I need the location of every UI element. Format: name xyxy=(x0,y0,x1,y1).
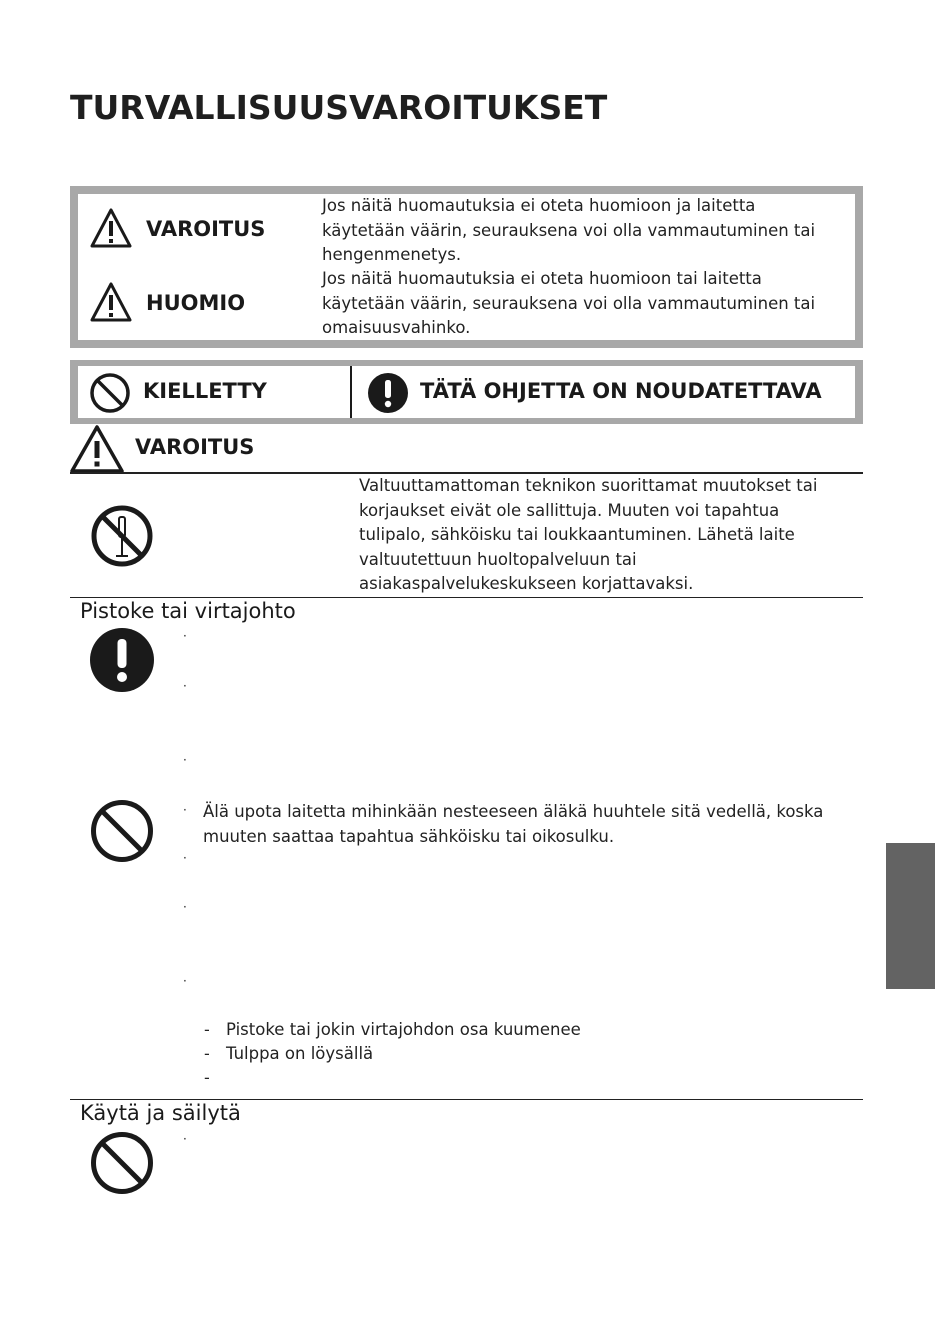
divider xyxy=(70,1099,863,1100)
text-line: korjaukset eivät ole sallittuja. Muuten voi tapahtua xyxy=(359,500,780,520)
plug-section-title: Pistoke tai virtajohto xyxy=(80,599,296,623)
divider xyxy=(70,597,863,598)
no-disassembly-icon xyxy=(90,504,154,568)
text-line: asiakaspalvelukeskukseen korjattavaksi. xyxy=(359,574,694,593)
text-line: käytetään väärin, seurauksena voi olla vammautuminen tai xyxy=(322,220,816,240)
mandatory-icon xyxy=(89,627,155,693)
text-line: Jos näitä huomautuksia ei oteta huomioon tai laitetta xyxy=(322,269,762,288)
text-line: Valtuuttamattoman teknikon suorittamat muutokset tai xyxy=(359,476,818,495)
symbol-legend-divider xyxy=(350,366,352,418)
disassembly-warning-text xyxy=(359,474,817,597)
legend-mandatory-label: TÄTÄ OHJETTA ON NOUDATETTAVA xyxy=(420,379,822,403)
dash: - xyxy=(204,1068,210,1087)
text-line: tulipalo, sähköisku tai loukkaantuminen. Lähetä laite xyxy=(359,525,795,544)
prohibited-icon xyxy=(89,798,155,864)
bullet: · xyxy=(183,851,187,865)
text-line: muuten saattaa tapahtua sähköisku tai oikosulku. xyxy=(203,826,615,846)
legend-warning-text xyxy=(322,194,815,268)
legend-warning-label: VAROITUS xyxy=(146,217,266,241)
legend-prohibited-label: KIELLETTY xyxy=(143,379,267,403)
text-line: hengenmenetys. xyxy=(322,245,462,264)
page-title: TURVALLISUUSVAROITUKSET xyxy=(70,88,608,127)
prohibited-icon xyxy=(89,372,131,414)
dash: - xyxy=(204,1020,210,1039)
no-immersion-text xyxy=(203,800,823,849)
bullet: · xyxy=(183,974,187,988)
text-line: Älä upota laitetta mihinkään nesteeseen äläkä huuhtele sitä vedellä, koska xyxy=(203,802,824,821)
legend-caution-label: HUOMIO xyxy=(146,291,246,315)
dash: - xyxy=(204,1044,210,1063)
bullet: · xyxy=(183,629,187,643)
warning-section-label: VAROITUS xyxy=(135,435,255,459)
sub-item-hot-plug: Pistoke tai jokin virtajohdon osa kuumenee xyxy=(226,1020,581,1039)
text-line: omaisuusvahinko. xyxy=(322,318,471,337)
use-section-title: Käytä ja säilytä xyxy=(80,1101,241,1125)
legend-caution-text xyxy=(322,267,815,341)
bullet: · xyxy=(183,679,187,693)
bullet: · xyxy=(183,1132,187,1146)
text-line: valtuutettuun huoltopalveluun tai xyxy=(359,549,637,569)
mandatory-icon xyxy=(367,372,409,414)
text-line: Jos näitä huomautuksia ei oteta huomioon ja laitetta xyxy=(322,196,756,215)
warning-triangle-icon xyxy=(89,281,133,323)
text-line: käytetään väärin, seurauksena voi olla vammautuminen tai xyxy=(322,293,816,313)
bullet: · xyxy=(183,753,187,767)
sub-item-loose-plug: Tulppa on löysällä xyxy=(226,1044,374,1063)
warning-triangle-icon xyxy=(89,207,133,249)
chapter-tab xyxy=(886,843,935,989)
bullet: · xyxy=(183,803,187,817)
bullet: · xyxy=(183,900,187,914)
prohibited-icon xyxy=(89,1130,155,1196)
warning-triangle-icon xyxy=(69,424,125,474)
